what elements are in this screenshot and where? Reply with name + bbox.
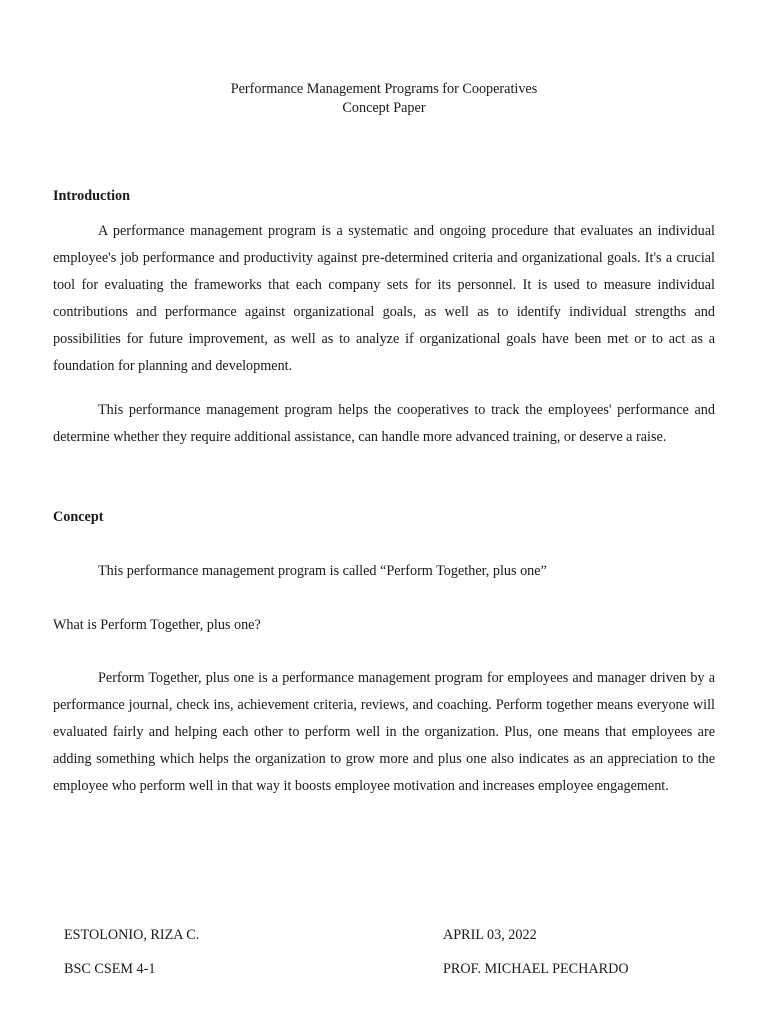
concept-heading: Concept bbox=[53, 509, 104, 525]
document-subtitle: Concept Paper bbox=[342, 100, 426, 116]
document-title: Performance Management Programs for Cooperatives bbox=[230, 81, 538, 97]
introduction-paragraph-2: This performance management program helps the cooperatives to track the employees' performance and determine whether they require additional assistance, can handle more advanced training, or deserve a raise. bbox=[53, 402, 715, 445]
concept-question: What is Perform Together, plus one? bbox=[53, 617, 261, 633]
introduction-paragraph-1: A performance management program is a systematic and ongoing procedure that evaluates an individual employee's job performance and productivity against pre-determined criteria and organizational goals. It's a crucial tool for evaluating the frameworks that each company sets for its personnel. It is used to measure individual contributions and performance against organizational goals, as well as to identify individual strengths and possibilities for future improvement, as well as to analyze if organizational goals have been met or to act as a foundation for planning and development. bbox=[53, 223, 715, 374]
concept-paragraph: Perform Together, plus one is a performance management program for employees and manager driven by a performance journal, check ins, achievement criteria, reviews, and coaching. Perform together means everyone will evaluated fairly and helping each other to perform well in the organization. Plus, one means that employees are adding something which helps the organization to grow more and plus one also indicates as an appreciation to the employee who perform well in that way it boosts employee motivation and increases employee engagement. bbox=[53, 670, 715, 794]
footer-date: APRIL 03, 2022 bbox=[443, 927, 537, 943]
footer-section: BSC CSEM 4-1 bbox=[64, 961, 156, 977]
introduction-heading: Introduction bbox=[53, 188, 130, 204]
footer-professor: PROF. MICHAEL PECHARDO bbox=[443, 961, 629, 977]
concept-program-line: This performance management program is called “Perform Together, plus one” bbox=[98, 563, 547, 579]
title-block bbox=[0, 80, 768, 118]
footer-author: ESTOLONIO, RIZA C. bbox=[64, 927, 200, 943]
